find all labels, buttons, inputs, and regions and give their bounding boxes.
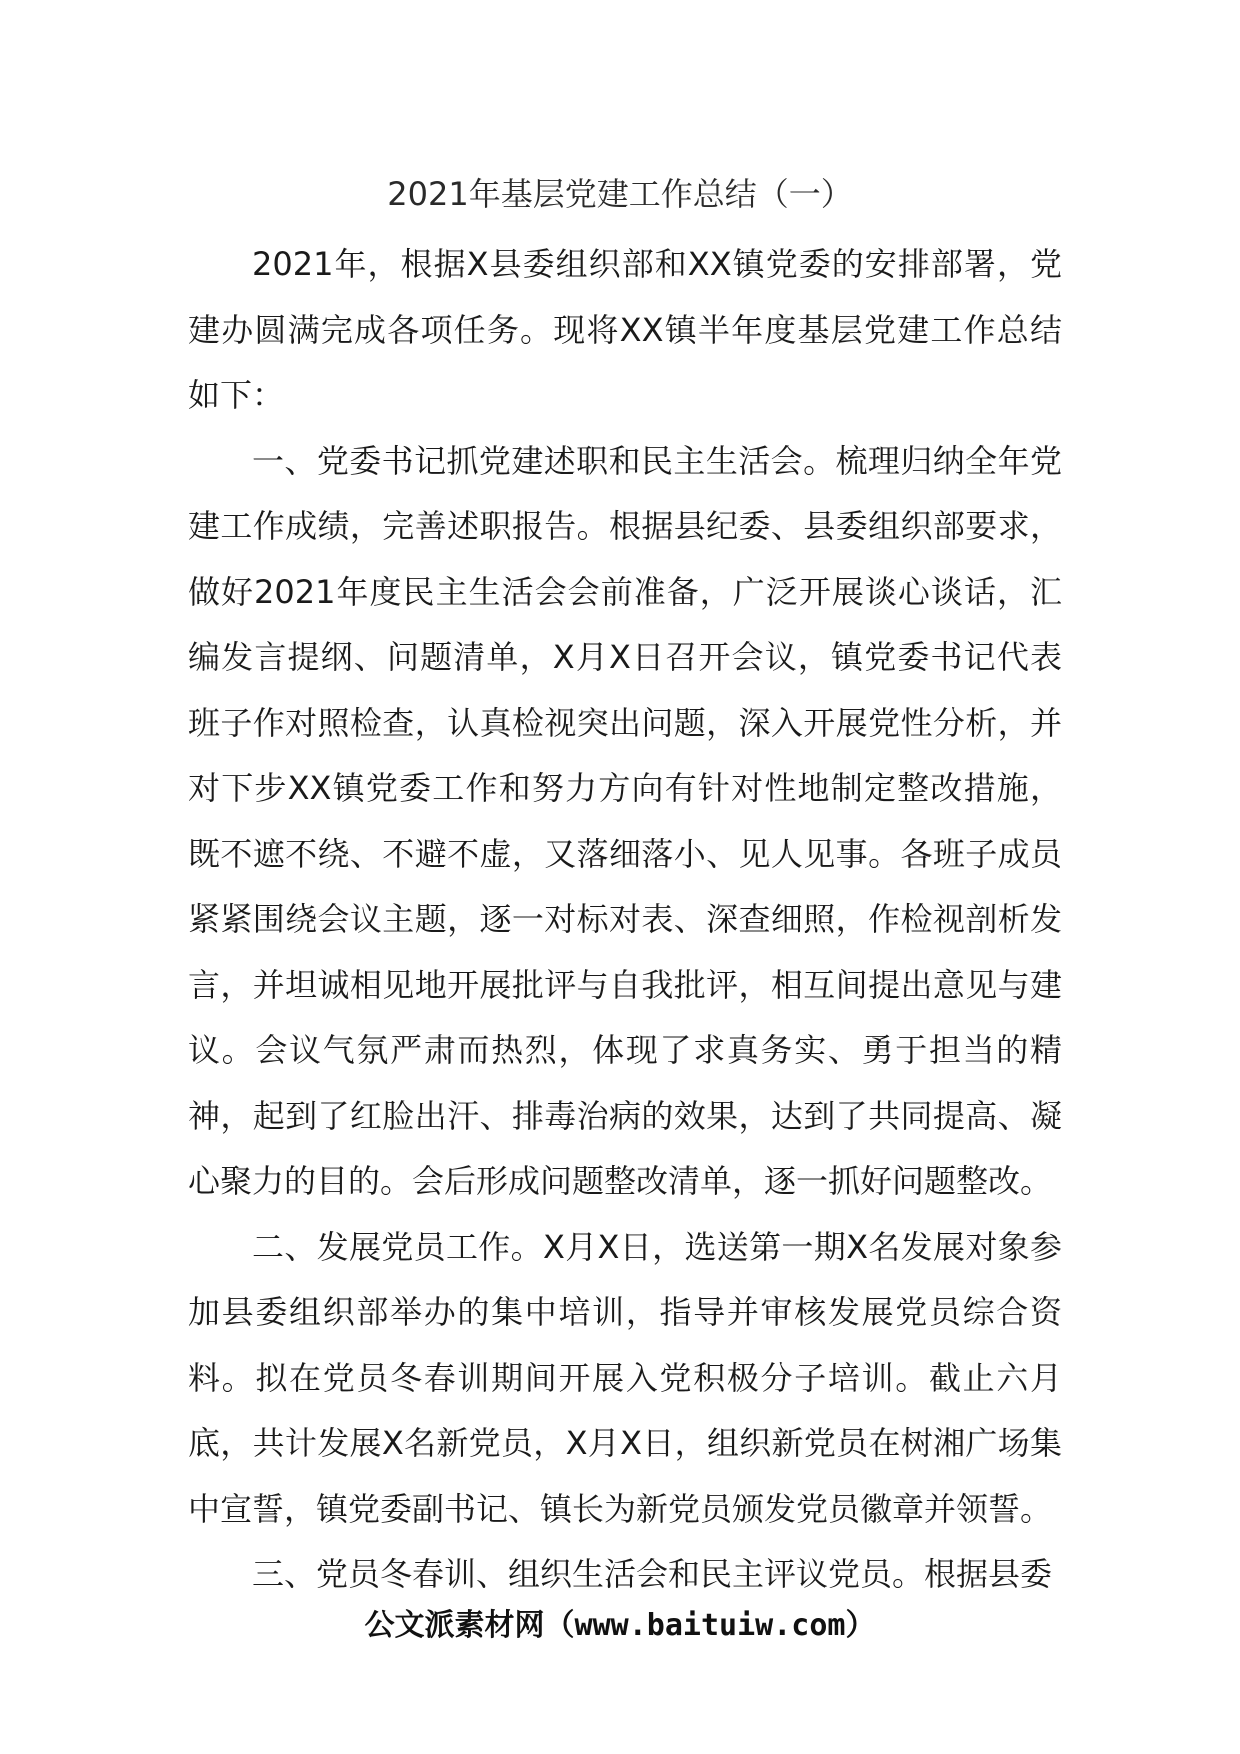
document-title: 2021年基层党建工作总结（一） — [387, 175, 853, 213]
paragraph-section-2: 二、发展党员工作。X月X日，选送第一期X名发展对象参加县委组织部举办的集中培训，指导并审核发展党员综合资料。拟在党员冬春训期间开展入党积极分子培训。截止六月底，共计发展X名新党员，X月X日，组织新党员在树湘广场集中宣誓，镇党委副书记、镇长为新党员颁发党员徽章并领誓。 — [188, 1227, 1062, 1528]
document-body — [188, 232, 1062, 1608]
paragraph-intro: 2021年，根据X县委组织部和XX镇党委的安排部署，党建办圆满完成各项任务。现将XX镇半年度基层党建工作总结如下： — [188, 245, 1062, 414]
footer-watermark: 公文派素材网（www.baituiw.com） — [364, 1608, 876, 1643]
paragraph-section-1: 一、党委书记抓党建述职和民主生活会。梳理归纳全年党建工作成绩，完善述职报告。根据县纪委、县委组织部要求，做好2021年度民主生活会会前准备，广泛开展谈心谈话，汇编发言提纲、问题清单，X月X日召开会议，镇党委书记代表班子作对照检查，认真检视突出问题，深入开展党性分析，并对下步XX镇党委工作和努力方向有针对性地制定整改措施，既不遮不绕、不避不虚，又落细落小、见人见事。各班子成员紧紧围绕会议主题，逐一对标对表、深查细照，作检视剖析发言，并坦诚相见地开展批评与自我批评，相互间提出意见与建议。会议气氛严肃而热烈，体现了求真务实、勇于担当的精神，起到了红脸出汗、排毒治病的效果，达到了共同提高、凝心聚力的目的。会后形成问题整改清单，逐一抓好问题整改。 — [188, 441, 1062, 1200]
paragraph-section-3: 三、党员冬春训、组织生活会和民主评议党员。根据县委 — [252, 1555, 1053, 1593]
